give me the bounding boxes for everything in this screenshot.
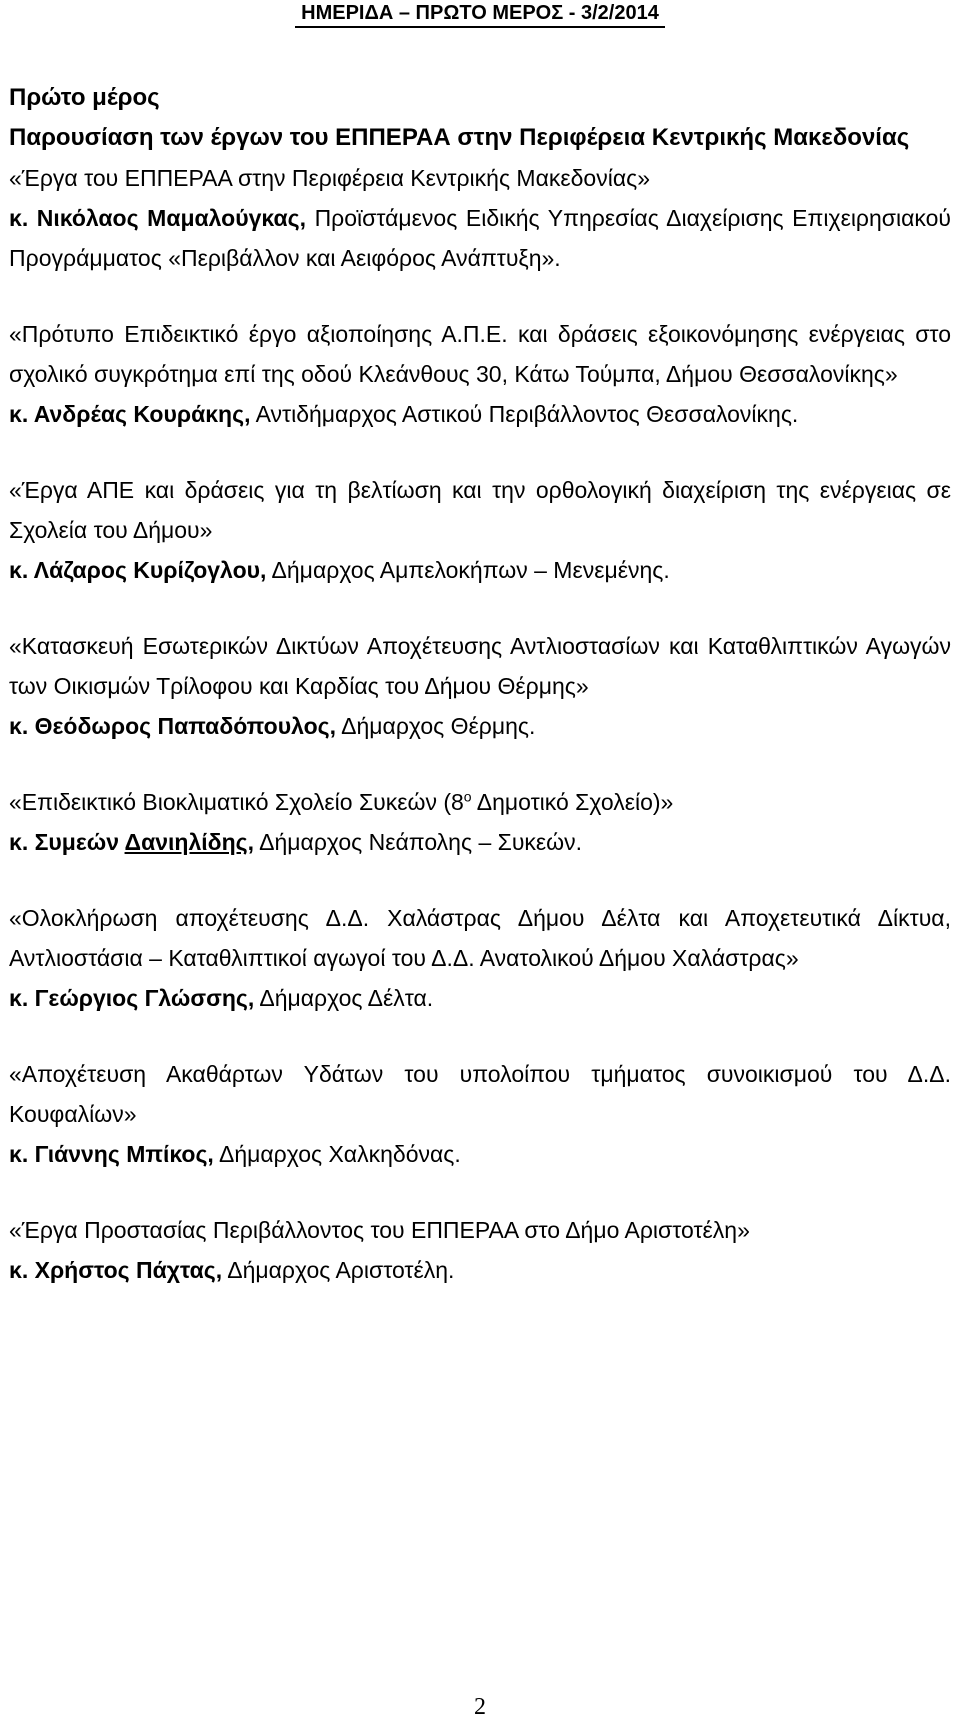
presentation-speaker: [9, 394, 951, 434]
intro-speaker-name: κ. Νικόλαος Μαμαλούγκας,: [9, 205, 306, 231]
title-part: Δημοτικό Σχολείο)»: [471, 789, 674, 815]
section-subtitle: «Έργα του ΕΠΠΕΡΑΑ στην Περιφέρεια Κεντρικής Μακεδονίας»: [9, 165, 651, 191]
intro-speaker-role: Προϊστάμενος Ειδικής Υπηρεσίας Διαχείρισης Επιχειρησιακού Προγράμματος «Περιβάλλον και Αειφόρος Ανάπτυξη».: [9, 205, 951, 271]
intro-speaker: [9, 198, 951, 278]
presentation-title: «Ολοκλήρωση αποχέτευσης Δ.Δ. Χαλάστρας Δήμου Δέλτα και Αποχετευτικά Δίκτυα, Αντλιοστάσια – Καταθλιπτικοί αγωγοί του Δ.Δ. Ανατολικού Δήμου Χαλάστρας»: [9, 905, 951, 971]
spacer: [9, 434, 951, 470]
speaker-name: κ. Ανδρέας Κουράκης,: [9, 401, 251, 427]
spacer: [9, 862, 951, 898]
presentation-speaker: [9, 706, 951, 746]
presentation-title: «Κατασκευή Εσωτερικών Δικτύων Αποχέτευσης Αντλιοστασίων και Καταθλιπτικών Αγωγών των Οικισμών Τρίλοφου και Καρδίας του Δήμου Θέρμης»: [9, 633, 951, 699]
speaker-name-underlined: Δανιηλίδης: [124, 829, 248, 855]
ordinal-superscript: ο: [463, 788, 472, 805]
title-part: «Επιδεικτικό Βιοκλιματικό Σχολείο Συκεών (8: [9, 789, 464, 815]
presentation-speaker: [9, 978, 951, 1018]
speaker-name: [9, 829, 254, 855]
speaker-name: κ. Χρήστος Πάχτας,: [9, 1257, 223, 1283]
section-heading: Παρουσίαση των έργων του ΕΠΠΕΡΑΑ στην Περιφέρεια Κεντρικής Μακεδονίας: [9, 124, 910, 151]
spacer: [9, 1018, 951, 1054]
presentation-title: «Έργα Προστασίας Περιβάλλοντος του ΕΠΠΕΡΑΑ στο Δήμο Αριστοτέλη»: [9, 1217, 750, 1243]
speaker-role: Δήμαρχος Αριστοτέλη.: [227, 1257, 455, 1283]
speaker-role: Δήμαρχος Χαλκηδόνας.: [218, 1141, 461, 1167]
speaker-name: κ. Γιάννης Μπίκος,: [9, 1141, 214, 1167]
speaker-name: κ. Λάζαρος Κυρίζογλου,: [9, 557, 267, 583]
running-header: [0, 0, 960, 28]
spacer: [9, 278, 951, 314]
presentation-speaker: [9, 822, 951, 862]
speaker-role: Αντιδήμαρχος Αστικού Περιβάλλοντος Θεσσαλονίκης.: [255, 401, 799, 427]
spacer: [9, 1174, 951, 1210]
running-header-title: ΗΜΕΡΙΔΑ – ΠΡΩΤΟ ΜΕΡΟΣ - 3/2/2014: [295, 0, 665, 28]
presentation-speaker: [9, 550, 951, 590]
presentation-title: «Πρότυπο Επιδεικτικό έργο αξιοποίησης Α.Π.Ε. και δράσεις εξοικονόμησης ενέργειας στο σχολικό συγκρότημα επί της οδού Κλεάνθους 30, Κάτω Τούμπα, Δήμου Θεσσαλονίκης»: [9, 321, 951, 387]
speaker-role: Δήμαρχος Δέλτα.: [259, 985, 434, 1011]
presentation-speaker: [9, 1134, 951, 1174]
part-title: Πρώτο μέρος: [9, 84, 160, 111]
presentation-speaker: [9, 1250, 951, 1290]
spacer: [9, 590, 951, 626]
speaker-name: κ. Γεώργιος Γλώσσης,: [9, 985, 255, 1011]
document-body: [9, 78, 951, 1290]
presentation-title: [9, 782, 951, 822]
speaker-name-prefix: κ. Συμεών: [9, 829, 125, 855]
page-number: 2: [474, 1694, 486, 1720]
speaker-role: Δήμαρχος Θέρμης.: [341, 713, 536, 739]
presentation-title: «Έργα ΑΠΕ και δράσεις για τη βελτίωση και την ορθολογική διαχείριση της ενέργειας σε Σχολεία του Δήμου»: [9, 477, 951, 543]
speaker-name: κ. Θεόδωρος Παπαδόπουλος,: [9, 713, 336, 739]
speaker-role: Δήμαρχος Αμπελοκήπων – Μενεμένης.: [271, 557, 670, 583]
speaker-role: Δήμαρχος Νεάπολης – Συκεών.: [259, 829, 583, 855]
speaker-name-suffix: ,: [247, 829, 254, 855]
presentation-title: «Αποχέτευση Ακαθάρτων Υδάτων του υπολοίπου τμήματος συνοικισμού του Δ.Δ. Κουφαλίων»: [9, 1061, 951, 1127]
spacer: [9, 746, 951, 782]
